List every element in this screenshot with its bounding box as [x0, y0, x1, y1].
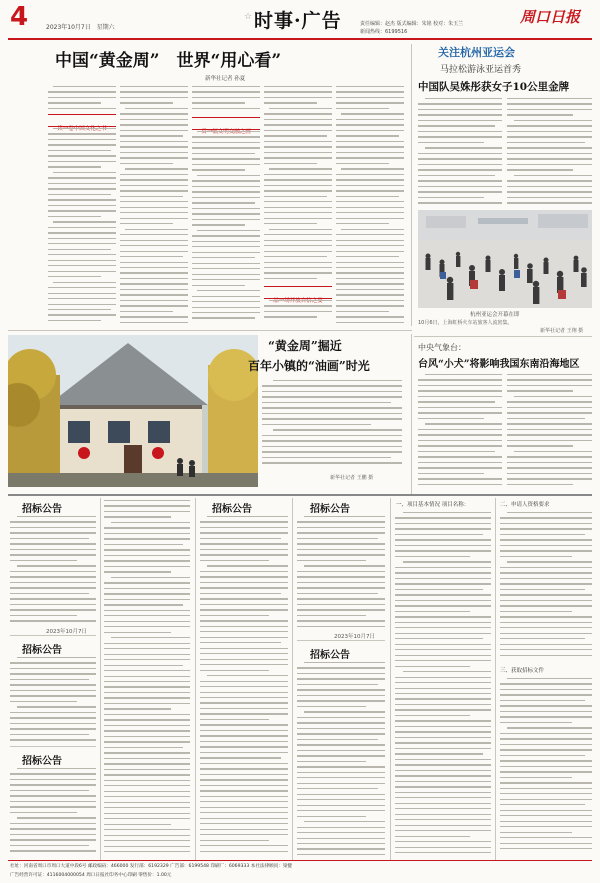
- lead-col-1: [48, 86, 116, 112]
- notice-divider-3: [292, 498, 293, 860]
- feature-caption-text: [262, 380, 402, 468]
- feature-headline-2: 百年小镇的“油画”时光: [248, 359, 370, 373]
- notice-5-body: [297, 662, 385, 856]
- notice-1-sep: [10, 635, 96, 636]
- notice-2-body: [200, 516, 288, 856]
- divider-feature-right: [411, 334, 412, 494]
- notice-5-title: 招标公告: [310, 650, 350, 661]
- notice-cont-col6a: [500, 512, 592, 662]
- notice-excerpt-3: 三、获取招标文件: [500, 668, 545, 674]
- page-number: 4: [10, 2, 29, 32]
- lead-col-3a: [192, 86, 260, 116]
- notice-excerpt-2: 二、申请人资格要求: [500, 502, 550, 508]
- date-text: 2023年10月7日: [46, 24, 91, 31]
- lead-subhead-3: [264, 286, 332, 299]
- header-bar: [0, 0, 600, 40]
- notice-1-date: 2023年10月7日: [46, 629, 87, 635]
- feature-credit: 新华社记者 王鹏 摄: [330, 475, 374, 481]
- notice-3-date: 2023年10月7日: [334, 634, 375, 640]
- lead-story-byline: 新华社记者 孙夏: [205, 76, 246, 82]
- station-photo-svg: [418, 210, 592, 308]
- feature-photo: [8, 335, 258, 487]
- feature-headline-1: “黄金周”掘近: [268, 339, 342, 353]
- station-photo: [418, 210, 592, 308]
- header-rule: [8, 38, 592, 40]
- station-caption-line: 10月6日，上海虹桥火车站旅客人流密集。: [418, 320, 513, 326]
- asiad-kicker-text: 关注杭州亚运会: [438, 46, 515, 59]
- divider-notices-top: [8, 494, 592, 496]
- lead-col-4b: [264, 300, 332, 323]
- notice-1-body: [10, 516, 96, 624]
- footer-address: 社址：河南省周口市周口大道中段6号 邮政编码：466000 发行部：6192329 广告部：6199548 印刷厂：6069333 本社法律顾问：梁健: [10, 864, 293, 869]
- asiad-subtitle: 马拉松游泳亚运首秀: [440, 65, 522, 75]
- lead-subhead-2: [192, 117, 260, 130]
- weather-col-2: [507, 374, 592, 490]
- notice-4-title: 招标公告: [22, 645, 62, 656]
- lead-col-4a: [264, 86, 332, 283]
- station-photo-caption: 杭州亚运会开幕在即: [470, 312, 520, 318]
- header-contacts: 责任编辑：赵杰 版式编辑：朱铭 校对：朱玉兰: [360, 21, 464, 27]
- divider-lead-right: [411, 44, 412, 326]
- section-deco: ☆: [244, 12, 253, 22]
- weekday-text: 星期六: [96, 24, 115, 31]
- lead-col-3b: [192, 131, 260, 323]
- notice-cont-col6b: [500, 678, 592, 856]
- footer-license: 广告经营许可证：4116004000054 周口日报社印务中心印刷 零售价：1.00元: [10, 873, 172, 878]
- divider-mid-right: [414, 336, 592, 337]
- notice-divider-4: [390, 498, 391, 860]
- lead-col-5: [336, 86, 404, 323]
- notice-3-body: [297, 516, 385, 630]
- notice-4-sep: [10, 746, 96, 747]
- notice-divider-1: [100, 498, 101, 860]
- station-credit: 新华社记者 王翔 摄: [540, 328, 584, 334]
- weather-kicker: 中央气象台：: [418, 343, 466, 352]
- lead-story-title: 中国“黄金周” 世界“用心看”: [55, 51, 282, 71]
- section-title: 时事·广告: [254, 10, 342, 32]
- feature-photo-svg: [8, 335, 258, 487]
- notice-cont-col5: [395, 512, 491, 856]
- weather-title: 台风“小犬”将影响我国东南沿海地区: [418, 359, 580, 370]
- notice-3-sep: [297, 640, 385, 641]
- notice-excerpt-1: 一、项目基本情况 项目名称：: [396, 502, 470, 508]
- footer-rule: [8, 860, 592, 861]
- notice-2-title: 招标公告: [212, 504, 252, 515]
- notice-divider-5: [495, 498, 496, 860]
- notice-6-body: [10, 768, 96, 856]
- asiad-title: 中国队吴姝彤获女子10公里金牌: [418, 81, 570, 93]
- notice-4-body: [10, 657, 96, 743]
- notice-1-title: 招标公告: [22, 504, 62, 515]
- lead-col-1b: [48, 128, 116, 323]
- notice-3-title: 招标公告: [310, 504, 350, 515]
- brand-logo: 周口日报: [520, 8, 581, 26]
- asiad-kicker-bar: [416, 44, 592, 58]
- header-date: [46, 22, 115, 31]
- asiad-col-1: [418, 98, 502, 208]
- notice-cont-col2: [104, 500, 190, 856]
- lead-col-2: [120, 86, 188, 323]
- weather-col-1: [418, 374, 502, 490]
- notice-6-title: 招标公告: [22, 756, 62, 767]
- asiad-col-2: [507, 98, 592, 208]
- divider-mid: [8, 330, 412, 331]
- notice-divider-2: [195, 498, 196, 860]
- lead-subhead-1: [48, 114, 116, 127]
- header-hotline: 新闻热线：6199516: [360, 29, 408, 35]
